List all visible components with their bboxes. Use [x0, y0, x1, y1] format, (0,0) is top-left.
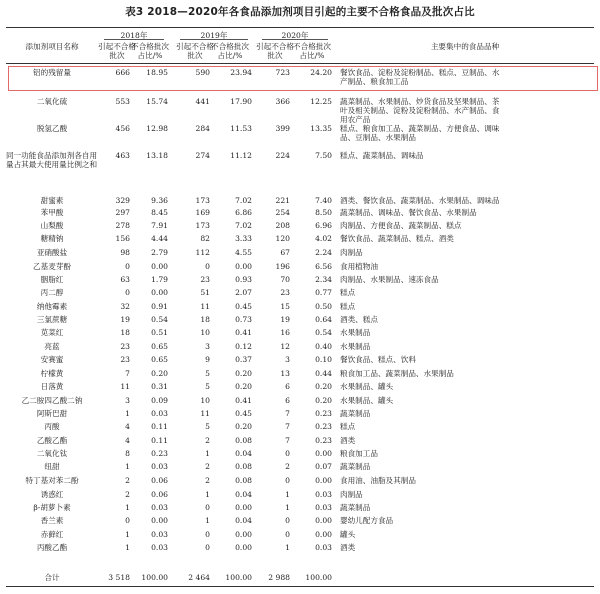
row-name: 胭脂红 [40, 275, 64, 284]
row-name: 糖精钠 [40, 234, 64, 243]
row-value: 224 [275, 151, 290, 160]
row-name: β-胡萝卜素 [33, 503, 71, 512]
row-value: 4 [125, 422, 130, 431]
row-value: 196 [275, 262, 290, 271]
row-value: 0.11 [151, 436, 168, 445]
row-value: 120 [275, 234, 290, 243]
row-name: 丙二醇 [40, 288, 64, 297]
row-value: 0.51 [151, 328, 168, 337]
table-title: 表3 2018—2020年各食品添加剂项目引起的主要不合格食品及批次占比 [125, 6, 475, 18]
row-value: 11.12 [230, 151, 252, 160]
row-value: 24.20 [310, 68, 332, 77]
row-value: 208 [275, 221, 290, 230]
row-value: 8.45 [151, 208, 168, 217]
row-value: 0.03 [151, 530, 168, 539]
year-underline [104, 39, 164, 40]
row-value: 0.03 [315, 543, 332, 552]
row-name: 柠檬黄 [40, 369, 64, 378]
row-foods: 酒类、糕点 [340, 315, 378, 324]
row-value: 8.50 [315, 208, 332, 217]
row-value: 0 [205, 530, 210, 539]
row-value: 19 [120, 315, 130, 324]
header-foods: 主要集中的食品品种 [430, 42, 500, 51]
row-value: 7.50 [315, 151, 332, 160]
row-value: 17.90 [230, 97, 252, 106]
row-value: 0.20 [315, 396, 332, 405]
row-value: 6 [285, 382, 290, 391]
row-value: 12 [280, 342, 290, 351]
row-value: 9 [205, 355, 210, 364]
row-value: 0.06 [151, 490, 168, 499]
row-value: 0.31 [151, 382, 168, 391]
row-value: 4.02 [315, 234, 332, 243]
row-value: 553 [115, 97, 130, 106]
row-name: 赤藓红 [40, 530, 64, 539]
row-value: 2 [285, 462, 290, 471]
row-value: 19 [280, 315, 290, 324]
row-foods: 水果制品 [340, 328, 371, 337]
row-value: 0 [125, 288, 130, 297]
row-name: 脱氢乙酸 [36, 124, 68, 133]
row-value: 15.74 [146, 97, 168, 106]
row-value: 0.41 [235, 328, 252, 337]
row-value: 0.20 [315, 382, 332, 391]
row-name: 二氧化硫 [36, 97, 68, 106]
row-foods: 水果制品、罐头 [340, 396, 394, 405]
row-value: 8 [125, 449, 130, 458]
row-value: 329 [115, 196, 130, 205]
row-value: 23 [280, 288, 290, 297]
row-foods: 糕点 [340, 422, 356, 431]
row-name: 苯甲酸 [40, 208, 64, 217]
row-foods: 酒类 [340, 543, 356, 552]
row-name: 纽甜 [44, 462, 60, 471]
row-value: 590 [195, 68, 210, 77]
row-name: 亮蓝 [44, 342, 60, 351]
row-value: 0.93 [235, 275, 252, 284]
row-value: 7.91 [151, 221, 168, 230]
row-value: 4 [125, 436, 130, 445]
row-name: 乙酸乙酯 [36, 436, 68, 445]
row-foods: 食用油、油脂及其制品 [340, 476, 416, 485]
row-foods: 肉制品、方便食品、蔬菜制品、糕点 [340, 221, 462, 230]
row-value: 0.65 [151, 355, 168, 364]
row-value: 2 988 [268, 573, 290, 582]
row-value: 2 [125, 490, 130, 499]
row-value: 2.24 [315, 248, 332, 257]
row-name: 甜蜜素 [40, 196, 64, 205]
row-value: 0 [285, 530, 290, 539]
row-foods: 蔬菜制品 [340, 462, 371, 471]
row-foods: 蔬菜制品、水果制品、炒货食品及坚果制品、茶叶及相关制品、淀粉及淀粉制品、水产制品、食用农产品 [340, 97, 500, 124]
row-foods: 蔬菜制品、调味品、餐饮食品、水果制品 [340, 208, 477, 217]
row-value: 0.50 [315, 302, 332, 311]
row-value: 23 [200, 275, 210, 284]
row-value: 4.44 [151, 234, 168, 243]
row-value: 0.00 [235, 530, 252, 539]
row-foods: 糕点 [340, 288, 356, 297]
row-value: 441 [195, 97, 210, 106]
row-value: 23 [120, 342, 130, 351]
row-value: 13 [280, 369, 290, 378]
row-value: 11.53 [230, 124, 252, 133]
row-value: 7.02 [235, 221, 252, 230]
row-value: 0.20 [235, 422, 252, 431]
row-value: 173 [195, 196, 210, 205]
row-value: 0.23 [151, 449, 168, 458]
row-value: 7 [285, 422, 290, 431]
row-value: 1 [125, 409, 130, 418]
bottom-rule [6, 586, 594, 587]
row-value: 0.04 [235, 490, 252, 499]
row-foods: 糕点 [340, 302, 356, 311]
row-foods: 餐饮食品、蔬菜制品、糕点、酒类 [340, 234, 454, 243]
row-value: 0.54 [151, 315, 168, 324]
row-value: 13.35 [310, 124, 332, 133]
row-value: 3 [125, 396, 130, 405]
row-value: 2 [205, 476, 210, 485]
row-value: 456 [115, 124, 130, 133]
row-value: 9.36 [151, 196, 168, 205]
row-value: 1 [125, 462, 130, 471]
row-name: 乙基麦芽酚 [33, 262, 71, 271]
row-foods: 餐饮食品、淀粉及淀粉制品、糕点、豆制品、水产制品、粮食加工品 [340, 68, 500, 86]
row-foods: 蔬菜制品 [340, 409, 371, 418]
row-value: 0.73 [235, 315, 252, 324]
row-value: 1 [125, 503, 130, 512]
header-rule [6, 63, 594, 64]
top-rule [6, 27, 594, 28]
year-underline [180, 39, 248, 40]
row-value: 0.04 [235, 449, 252, 458]
row-value: 18 [200, 315, 210, 324]
row-name: 香兰素 [40, 516, 64, 525]
row-value: 0.09 [151, 396, 168, 405]
row-name: 纳他霉素 [36, 302, 68, 311]
row-value: 0.04 [235, 516, 252, 525]
row-foods: 水果制品 [340, 342, 371, 351]
row-name: 日落黄 [40, 382, 64, 391]
row-name: 乙二胺四乙酸二钠 [21, 396, 83, 405]
row-name: 铝的残留量 [33, 68, 71, 77]
row-value: 7.02 [235, 196, 252, 205]
row-value: 1 [125, 530, 130, 539]
row-value: 366 [275, 97, 290, 106]
row-value: 284 [195, 124, 210, 133]
header-count: 引起不合格批次 [98, 42, 136, 60]
row-value: 0.00 [235, 543, 252, 552]
row-value: 10 [200, 396, 210, 405]
row-value: 7 [125, 369, 130, 378]
row-value: 7 [285, 436, 290, 445]
row-value: 0 [285, 449, 290, 458]
row-value: 12.25 [310, 97, 332, 106]
row-value: 100.00 [305, 573, 332, 582]
row-foods: 食用植物油 [340, 262, 378, 271]
row-foods: 婴幼儿配方食品 [340, 516, 394, 525]
row-value: 0.77 [315, 288, 332, 297]
row-value: 156 [115, 234, 130, 243]
row-value: 1 [205, 490, 210, 499]
row-foods: 酒类、餐饮食品、蔬菜制品、水果制品、调味品 [340, 196, 500, 205]
row-value: 399 [275, 124, 290, 133]
row-value: 0.44 [315, 369, 332, 378]
row-value: 0.64 [315, 315, 332, 324]
row-value: 1 [285, 503, 290, 512]
row-value: 6 [285, 396, 290, 405]
row-value: 16 [280, 328, 290, 337]
header-year: 2020年 [281, 31, 309, 40]
row-foods: 粮食加工品、蔬菜制品、水果制品 [340, 369, 454, 378]
row-value: 32 [120, 302, 130, 311]
row-name: 三氯蔗糖 [36, 315, 68, 324]
row-value: 2 [205, 462, 210, 471]
row-value: 0 [205, 262, 210, 271]
row-value: 0.41 [235, 396, 252, 405]
row-name: 同一功能食品添加剂各自用量占其最大使用量比例之和 [6, 151, 98, 169]
row-foods: 糕点、蔬菜制品、调味品 [340, 151, 424, 160]
row-value: 0 [125, 262, 130, 271]
row-value: 1 [125, 543, 130, 552]
row-name: 合计 [44, 573, 60, 582]
row-value: 0.00 [315, 530, 332, 539]
row-value: 6.56 [315, 262, 332, 271]
row-value: 15 [280, 302, 290, 311]
header-ratio: 不合格批次占比/% [131, 42, 169, 60]
row-value: 5 [205, 422, 210, 431]
row-value: 0.06 [151, 476, 168, 485]
row-foods: 肉制品、水果制品、速冻食品 [340, 275, 439, 284]
row-value: 0.20 [235, 382, 252, 391]
row-value: 7.40 [315, 196, 332, 205]
row-value: 2.34 [315, 275, 332, 284]
row-value: 2.79 [151, 248, 168, 257]
row-value: 221 [275, 196, 290, 205]
row-foods: 肉制品 [340, 248, 363, 257]
row-value: 18 [120, 328, 130, 337]
row-value: 12.98 [146, 124, 168, 133]
row-value: 0.00 [315, 476, 332, 485]
row-value: 2 [205, 436, 210, 445]
header-count: 引起不合格批次 [176, 42, 214, 60]
row-name: 苋菜红 [40, 328, 64, 337]
row-value: 2.07 [235, 288, 252, 297]
row-value: 2 [125, 476, 130, 485]
row-value: 100.00 [141, 573, 168, 582]
row-value: 6.86 [235, 208, 252, 217]
row-value: 0.54 [315, 328, 332, 337]
row-value: 3 [285, 355, 290, 364]
row-value: 23.94 [230, 68, 252, 77]
row-foods: 罐头 [340, 530, 356, 539]
row-value: 723 [275, 68, 290, 77]
row-foods: 酒类 [340, 436, 356, 445]
row-value: 5 [205, 369, 210, 378]
row-value: 0.45 [235, 409, 252, 418]
row-value: 666 [115, 68, 130, 77]
row-value: 278 [115, 221, 130, 230]
header-ratio: 不合格批次占比/% [211, 42, 249, 60]
row-value: 0.03 [151, 462, 168, 471]
row-value: 0.00 [151, 516, 168, 525]
row-value: 0.37 [235, 355, 252, 364]
row-value: 112 [195, 248, 210, 257]
row-value: 1 [285, 543, 290, 552]
row-name: 丙酸 [44, 422, 60, 431]
row-foods: 粮食加工品 [340, 449, 378, 458]
row-value: 1 [205, 516, 210, 525]
row-name: 安赛蜜 [40, 355, 64, 364]
row-value: 463 [115, 151, 130, 160]
row-value: 0.91 [151, 302, 168, 311]
row-value: 3 518 [108, 573, 130, 582]
row-foods: 餐饮食品、糕点、饮料 [340, 355, 416, 364]
row-name: 丙酸乙酯 [36, 543, 68, 552]
row-name: 诱惑红 [40, 490, 64, 499]
row-value: 0 [285, 476, 290, 485]
row-value: 18.95 [146, 68, 168, 77]
row-value: 82 [200, 234, 210, 243]
row-value: 0.03 [151, 503, 168, 512]
row-value: 0.00 [235, 262, 252, 271]
row-value: 0.23 [315, 409, 332, 418]
row-value: 100.00 [225, 573, 252, 582]
row-value: 0.12 [235, 342, 252, 351]
row-value: 1.79 [151, 275, 168, 284]
row-value: 11 [200, 409, 210, 418]
row-value: 11 [200, 302, 210, 311]
row-name: 二氧化钛 [36, 449, 68, 458]
row-value: 0.03 [315, 503, 332, 512]
row-foods: 糕点、粮食加工品、蔬菜制品、方便食品、调味品、豆制品、水果制品 [340, 124, 500, 142]
header-count: 引起不合格批次 [256, 42, 294, 60]
row-value: 5 [205, 382, 210, 391]
row-foods: 蔬菜制品 [340, 503, 371, 512]
row-value: 0.00 [235, 503, 252, 512]
row-value: 0.03 [151, 409, 168, 418]
row-value: 0.10 [315, 355, 332, 364]
row-value: 3.33 [235, 234, 252, 243]
row-value: 0.00 [315, 516, 332, 525]
row-value: 4.55 [235, 248, 252, 257]
row-value: 0.08 [235, 436, 252, 445]
row-value: 0.03 [151, 543, 168, 552]
row-value: 0 [205, 503, 210, 512]
row-value: 274 [195, 151, 210, 160]
row-name: 阿斯巴甜 [36, 409, 68, 418]
row-value: 0.65 [151, 342, 168, 351]
row-value: 13.18 [146, 151, 168, 160]
row-value: 10 [200, 328, 210, 337]
row-value: 0.00 [315, 449, 332, 458]
row-value: 3 [205, 342, 210, 351]
row-value: 7 [285, 409, 290, 418]
row-value: 0.03 [315, 490, 332, 499]
row-value: 23 [120, 355, 130, 364]
header-ratio: 不合格批次占比/% [293, 42, 331, 60]
row-value: 0.40 [315, 342, 332, 351]
row-value: 67 [280, 248, 290, 257]
row-value: 297 [115, 208, 130, 217]
row-value: 0.07 [315, 462, 332, 471]
row-name: 亚硝酸盐 [36, 248, 68, 257]
row-value: 254 [275, 208, 290, 217]
row-value: 0.23 [315, 436, 332, 445]
row-value: 63 [120, 275, 130, 284]
row-value: 11 [120, 382, 130, 391]
row-name: 山梨酸 [40, 221, 64, 230]
row-value: 0 [205, 543, 210, 552]
row-value: 1 [205, 449, 210, 458]
row-name: 特丁基对苯二酚 [25, 476, 79, 485]
row-value: 0.11 [151, 422, 168, 431]
row-value: 0.08 [235, 476, 252, 485]
header-year: 2018年 [120, 31, 148, 40]
row-value: 0.08 [235, 462, 252, 471]
row-value: 0 [125, 516, 130, 525]
row-foods: 肉制品 [340, 490, 363, 499]
row-value: 98 [120, 248, 130, 257]
row-value: 169 [195, 208, 210, 217]
row-value: 70 [280, 275, 290, 284]
row-value: 0.23 [315, 422, 332, 431]
row-value: 0 [285, 516, 290, 525]
header-item: 添加剂项目名称 [25, 42, 79, 51]
row-value: 1 [285, 490, 290, 499]
row-value: 0.20 [151, 369, 168, 378]
row-value: 173 [195, 221, 210, 230]
year-underline [262, 39, 328, 40]
row-value: 51 [200, 288, 210, 297]
header-year: 2019年 [200, 31, 228, 40]
row-value: 0.00 [151, 288, 168, 297]
row-value: 0.45 [235, 302, 252, 311]
row-value: 0.00 [151, 262, 168, 271]
row-value: 6.96 [315, 221, 332, 230]
row-foods: 水果制品、罐头 [340, 382, 394, 391]
row-value: 2 464 [188, 573, 210, 582]
row-value: 0.20 [235, 369, 252, 378]
